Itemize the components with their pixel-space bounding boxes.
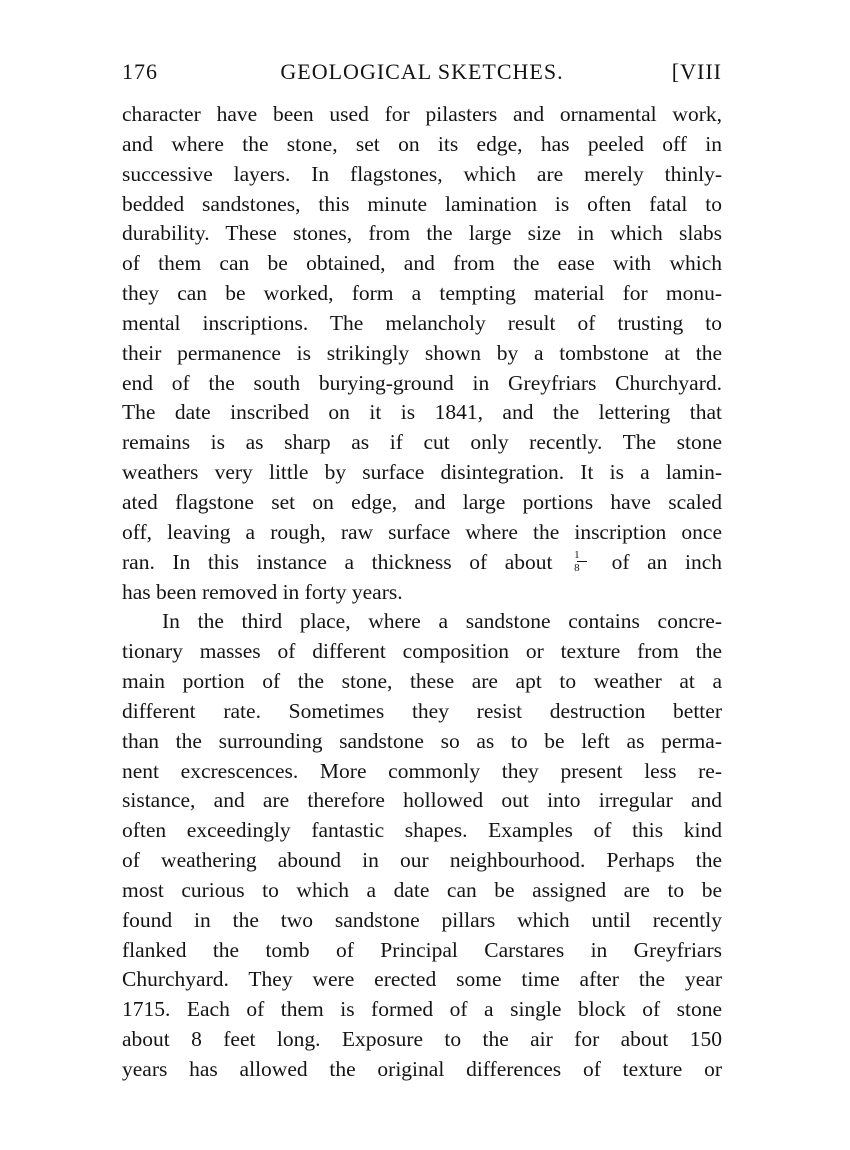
text-line: character have been used for pilasters and ornamental work,	[122, 102, 722, 126]
text-line: Churchyard. They were erected some time after the year	[122, 967, 722, 992]
fraction-denominator: 8	[574, 561, 580, 574]
text-line: tionary masses of different composition or texture from the	[122, 639, 722, 664]
text-line: found in the two sandstone pillars which until recently	[122, 907, 722, 932]
text-line: different rate. Sometimes they resist destruction better	[122, 698, 722, 723]
page-number: 176	[122, 59, 158, 84]
text-line: of weathering abound in our neighbourhood. Perhaps the	[122, 848, 722, 873]
text-line: bedded sandstones, this minute lamination is often fatal to	[122, 191, 722, 216]
text-line: off, leaving a rough, raw surface where the inscription once	[122, 519, 722, 544]
text-line: remains is as sharp as if cut only recently. The stone	[122, 430, 722, 455]
text-line: successive layers. In flagstones, which are merely thinly-	[122, 161, 722, 186]
fraction-line-before: ran. In this instance a thickness of about	[122, 549, 553, 574]
text-line: than the surrounding sandstone so as to be left as perma-	[122, 728, 722, 753]
text-line: durability. These stones, from the large size in which slabs	[122, 221, 722, 246]
fraction-line-after: of an inch	[611, 549, 723, 574]
text-line: The date inscribed on it is 1841, and the lettering that	[122, 400, 722, 425]
text-line: has been removed in forty years.	[122, 579, 403, 604]
text-line: flanked the tomb of Principal Carstares in Greyfriars	[122, 937, 722, 962]
text-line: often exceedingly fantastic shapes. Examples of this kind	[122, 818, 722, 843]
text-line: 1715. Each of them is formed of a single block of stone	[122, 997, 722, 1022]
chapter-mark: [VIII	[671, 59, 722, 84]
running-title: GEOLOGICAL SKETCHES.	[280, 59, 564, 84]
text-line: of them can be obtained, and from the ease with which	[122, 251, 722, 276]
text-line: they can be worked, form a tempting material for monu-	[122, 281, 722, 306]
text-line: nent excrescences. More commonly they present less re-	[122, 758, 722, 783]
text-line: their permanence is strikingly shown by a tombstone at the	[122, 340, 722, 365]
text-line: weathers very little by surface disintegration. It is a lamin-	[122, 460, 722, 485]
running-head	[122, 58, 722, 86]
fraction	[574, 548, 590, 574]
paragraph-continued	[122, 100, 722, 607]
text-line: sistance, and are therefore hollowed out into irregular and	[122, 788, 722, 813]
text-line-with-fraction	[122, 548, 722, 578]
paragraph	[122, 607, 722, 1085]
text-line: mental inscriptions. The melancholy result of trusting to	[122, 310, 722, 335]
fraction-numerator: 1	[574, 548, 580, 561]
text-line: main portion of the stone, these are apt to weather at a	[122, 669, 722, 694]
text-line: and where the stone, set on its edge, has peeled off in	[122, 131, 722, 156]
text-line: In the third place, where a sandstone contains concre-	[162, 609, 722, 634]
body-text	[122, 100, 722, 1085]
text-line: ated flagstone set on edge, and large portions have scaled	[122, 489, 722, 514]
text-line: about 8 feet long. Exposure to the air for about 150	[122, 1027, 722, 1052]
text-line: end of the south burying-ground in Greyfriars Churchyard.	[122, 370, 722, 395]
text-line: most curious to which a date can be assigned are to be	[122, 877, 722, 902]
text-line: years has allowed the original differences of texture or	[122, 1057, 722, 1081]
